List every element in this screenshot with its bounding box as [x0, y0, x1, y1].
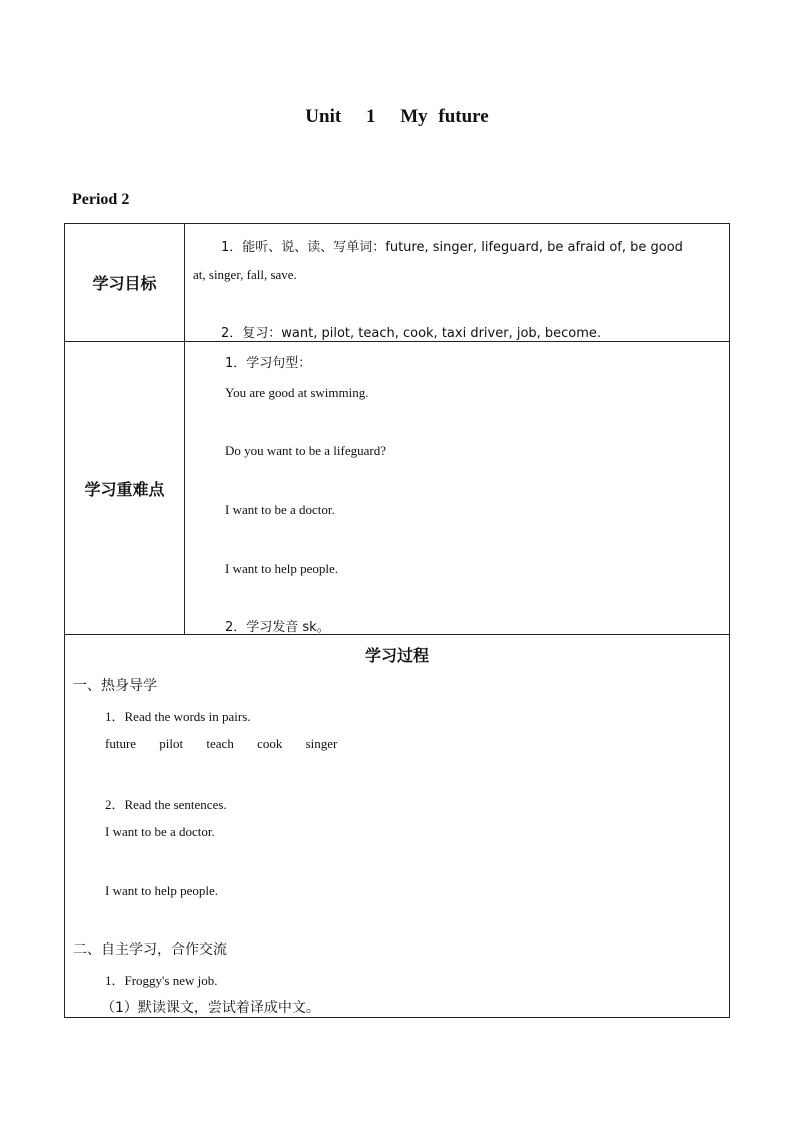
title-unit: Unit	[305, 106, 342, 127]
sentence-2: Do you want to be a lifeguard?	[225, 443, 387, 458]
sentence-3: I want to be a doctor.	[225, 502, 335, 517]
goals-line-1b: at, singer, fall, save.	[193, 267, 297, 282]
word: teach	[206, 736, 234, 751]
item-4: （1）默读课文，尝试着译成中文。	[101, 1000, 320, 1016]
process-section	[65, 635, 729, 1018]
item-3: 1．Froggy's new job.	[105, 973, 218, 988]
goals-row	[65, 224, 729, 342]
process-sentence-2: I want to help people.	[105, 883, 218, 898]
goals-content	[185, 224, 729, 341]
item-2: 2．Read the sentences.	[105, 797, 227, 812]
goals-line-2: 2．复习：want, pilot, teach, cook, taxi driver, job, become.	[221, 326, 602, 341]
item-1: 1．Read the words in pairs.	[105, 709, 251, 724]
process-sentence-1: I want to be a doctor.	[105, 824, 215, 839]
lesson-table	[64, 223, 730, 1018]
keypoints-line-2: 2．学习发音 sk。	[225, 620, 330, 635]
period-label: Period 2	[72, 191, 130, 208]
keypoints-row	[65, 342, 729, 635]
word: future	[105, 736, 137, 751]
part-2-heading: 二、自主学习，合作交流	[73, 942, 227, 958]
word-list	[105, 736, 357, 752]
goals-label: 学习目标	[65, 224, 185, 341]
part-1-heading: 一、热身导学	[73, 678, 157, 694]
title-number: 1	[365, 106, 376, 127]
keypoints-label: 学习重难点	[65, 342, 185, 634]
word: singer	[305, 736, 338, 751]
word: pilot	[159, 736, 184, 751]
sentence-1: You are good at swimming.	[225, 385, 369, 400]
keypoints-line-1: 1．学习句型：	[225, 356, 312, 371]
process-title: 学习过程	[364, 646, 429, 665]
sentence-4: I want to help people.	[225, 561, 338, 576]
page-title	[0, 106, 794, 128]
goals-line-1a: 1．能听、说、读、写单词：future, singer, lifeguard, be afraid of, be good	[221, 240, 683, 255]
keypoints-content	[185, 342, 729, 634]
word: cook	[257, 736, 283, 751]
title-name: My future	[400, 106, 489, 127]
